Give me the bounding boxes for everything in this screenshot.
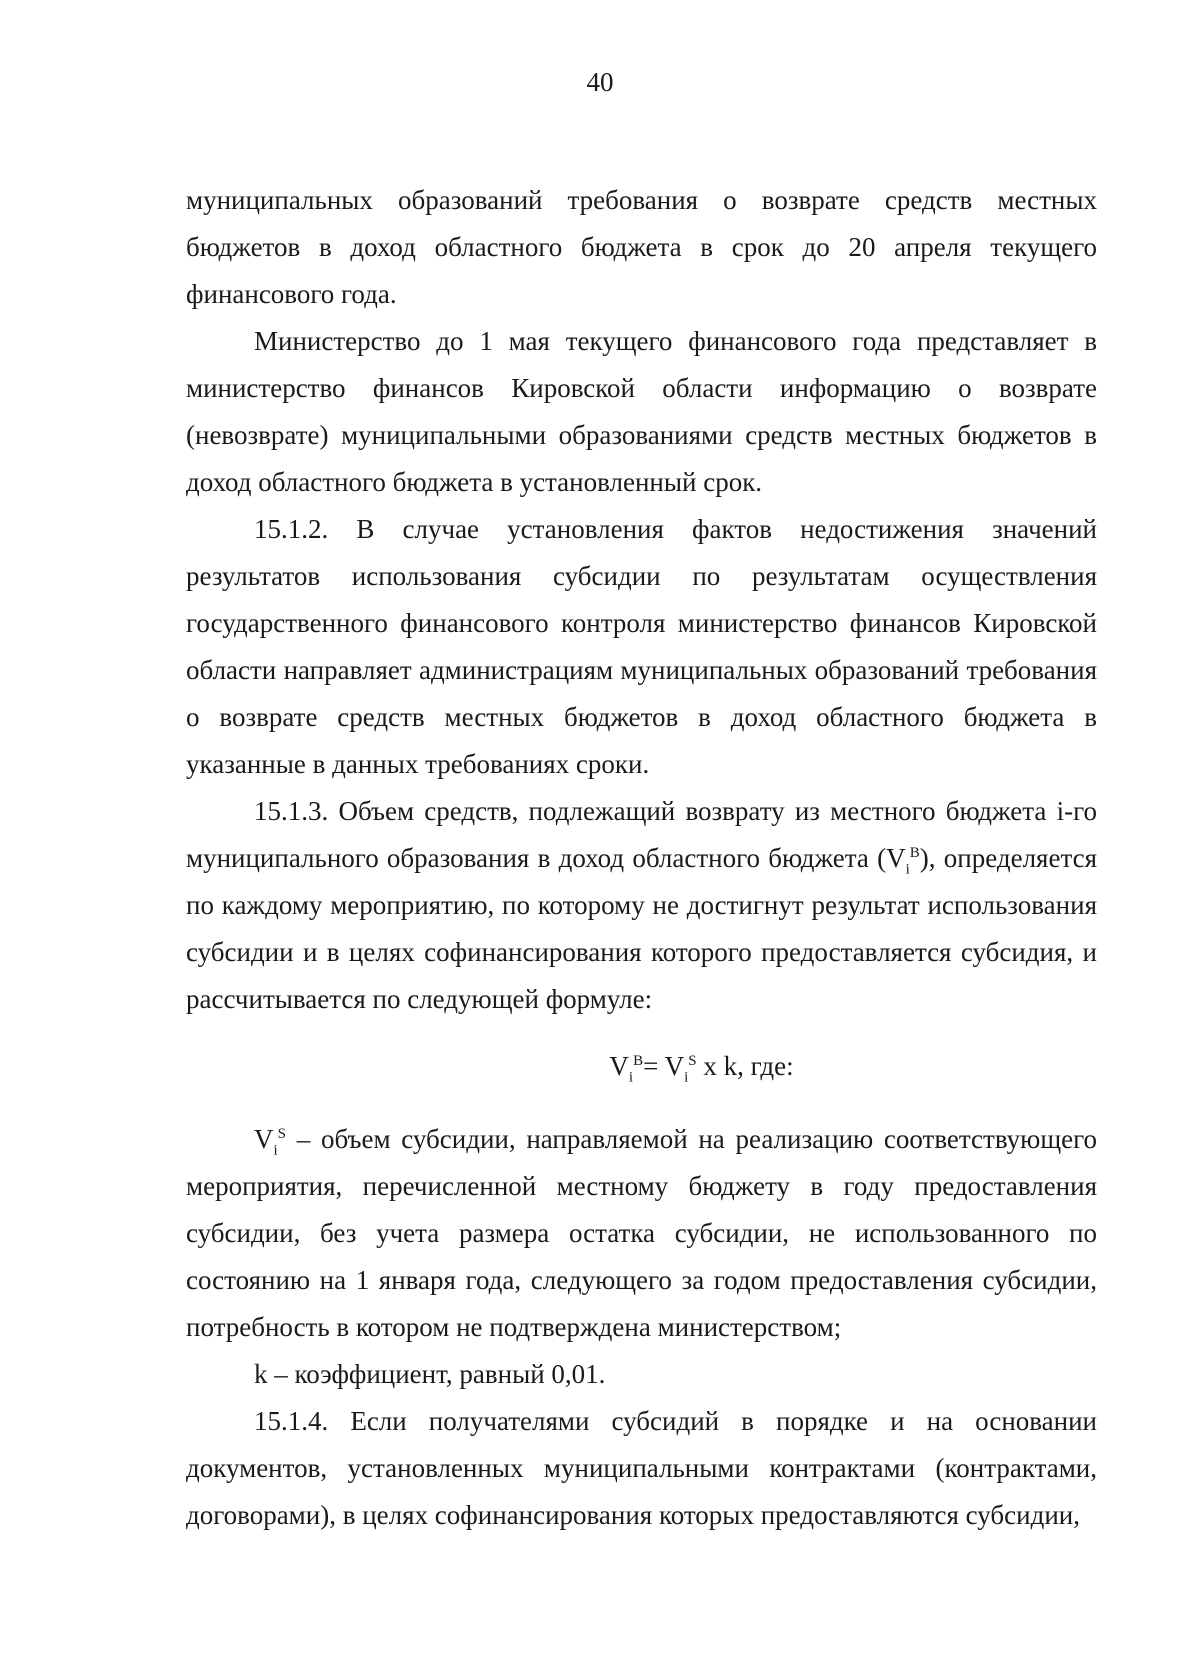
paragraph-ministry-report: Министерство до 1 мая текущего финансового года представляет в министерство финансов Кировской области информацию о возврате (невозврате) муниципальными образованиями средств местных бюджетов в доход областного бюджета в установленный срок. <box>186 326 1097 497</box>
definition-text: – объем субсидии, направляемой на реализацию соответствующего мероприятия, перечисленной местному бюджету в году предоставления субсидии, без учета размера остатка субсидии, не использованного по состоянию на 1 января года, следующего за годом предоставления субсидии, потребность в котором не подтверждена министерством; <box>186 1124 1097 1342</box>
formula <box>186 1043 1097 1090</box>
document-body <box>186 177 1097 1539</box>
definition-sub-i: i <box>273 1142 278 1159</box>
formula-equals: = <box>643 1051 665 1081</box>
formula-sub-i-left: i <box>628 1069 634 1086</box>
formula-sup-s: S <box>688 1053 697 1069</box>
definition-sup-s: S <box>277 1126 287 1142</box>
paragraph-15-1-2: 15.1.2. В случае установления фактов недостижения значений результатов использования субсидии по результатам осуществления государственного финансового контроля министерство финансов Кировской области направляет администрациям муниципальных образований требования о возврате средств местных бюджетов в доход областного бюджета в указанные в данных требованиях сроки. <box>186 514 1097 779</box>
formula-sup-b: B <box>633 1053 644 1069</box>
paragraph-15-1-3-subscript-i: i <box>905 861 910 878</box>
formula-v-left: V <box>609 1051 629 1081</box>
formula-v-right: V <box>664 1051 685 1081</box>
paragraph-15-1-3 <box>186 788 1097 1023</box>
paragraph-15-1-3-superscript-b: B <box>909 845 920 861</box>
page-number: 40 <box>586 67 614 97</box>
formula-sub-i-right: i <box>684 1069 689 1086</box>
formula-rest: x k, где: <box>696 1051 794 1081</box>
paragraph-15-1-3-text-b: ), определяется по каждому мероприятию, по которому не достигнут результат использования субсидии и в целях софинансирования которого предоставляется субсидия, и рассчитывается по следующей формуле: <box>186 843 1097 1014</box>
paragraph-k-definition: k – коэффициент, равный 0,01. <box>254 1359 606 1389</box>
paragraph-continuation: муниципальных образований требования о возврате средств местных бюджетов в доход областного бюджета в срок до 20 апреля текущего финансового года. <box>186 185 1097 309</box>
definition-v: V <box>254 1124 274 1154</box>
paragraph-vis-definition <box>186 1116 1097 1351</box>
paragraph-15-1-4: 15.1.4. Если получателями субсидий в порядке и на основании документов, установленных муниципальными контрактами (контрактами, договорами), в целях софинансирования которых предоставляются субсидии, <box>186 1406 1097 1530</box>
paragraph-15-1-3-text-a: 15.1.3. Объем средств, подлежащий возврату из местного бюджета i-го муниципального образования в доход областного бюджета (V <box>186 796 1097 873</box>
